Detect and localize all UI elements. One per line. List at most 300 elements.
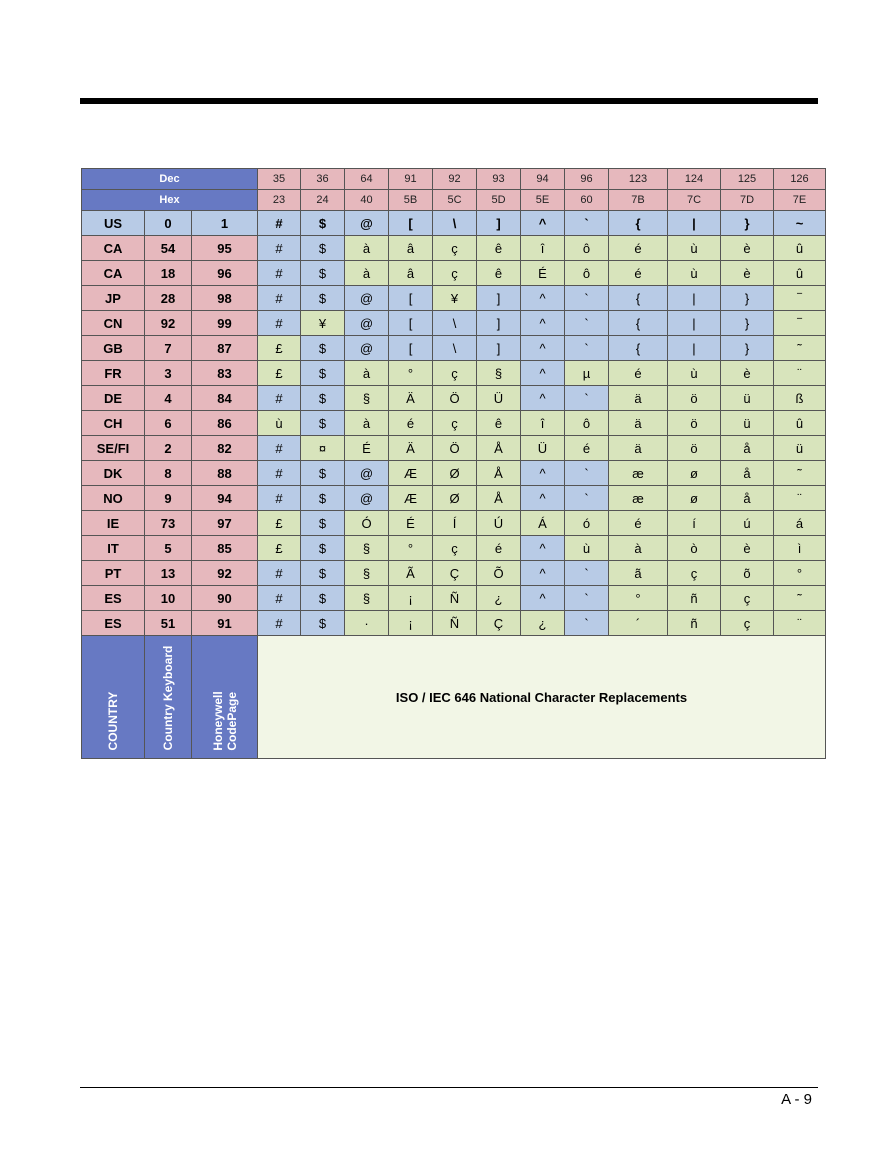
- table-row: [82, 611, 826, 636]
- char-cell: ^: [521, 486, 565, 511]
- table-row: [82, 436, 826, 461]
- vertical-label-line: Honeywell: [210, 690, 225, 751]
- char-cell: î: [521, 236, 565, 261]
- char-cell: ^: [521, 286, 565, 311]
- hex-value: 7C: [668, 190, 721, 211]
- vertical-label-line: CodePage: [224, 691, 239, 751]
- char-cell: $: [301, 236, 345, 261]
- char-cell: @: [345, 211, 389, 236]
- char-cell: ê: [477, 261, 521, 286]
- char-cell: Ö: [433, 386, 477, 411]
- char-cell: Ä: [389, 436, 433, 461]
- codepage-cell: 82: [192, 436, 258, 461]
- char-cell: |: [668, 286, 721, 311]
- char-cell: ¤: [301, 436, 345, 461]
- character-table: [81, 168, 826, 759]
- char-cell: à: [345, 261, 389, 286]
- char-cell: à: [345, 411, 389, 436]
- char-cell: Ó: [345, 511, 389, 536]
- codepage-cell: 91: [192, 611, 258, 636]
- char-cell: }: [721, 311, 774, 336]
- char-cell: `: [565, 611, 609, 636]
- char-cell: æ: [609, 461, 668, 486]
- char-cell: æ: [609, 486, 668, 511]
- char-cell: §: [345, 536, 389, 561]
- char-cell: }: [721, 336, 774, 361]
- char-cell: ¡: [389, 611, 433, 636]
- char-cell: [: [389, 336, 433, 361]
- char-cell: @: [345, 336, 389, 361]
- char-cell: Õ: [477, 561, 521, 586]
- char-cell: ]: [477, 286, 521, 311]
- codepage-cell: 86: [192, 411, 258, 436]
- keyboard-cell: 8: [145, 461, 192, 486]
- char-cell: á: [774, 511, 826, 536]
- char-cell: Ü: [477, 386, 521, 411]
- char-cell: ù: [668, 361, 721, 386]
- country-cell: ES: [82, 586, 145, 611]
- dec-value: 35: [258, 169, 301, 190]
- char-cell: Á: [521, 511, 565, 536]
- char-cell: ç: [433, 236, 477, 261]
- country-cell: IT: [82, 536, 145, 561]
- char-cell: ù: [668, 236, 721, 261]
- char-cell: $: [301, 261, 345, 286]
- codepage-cell: 96: [192, 261, 258, 286]
- codepage-cell: 83: [192, 361, 258, 386]
- char-cell: @: [345, 486, 389, 511]
- char-cell: {: [609, 286, 668, 311]
- char-cell: µ: [565, 361, 609, 386]
- char-cell: §: [477, 361, 521, 386]
- table-caption: ISO / IEC 646 National Character Replacements: [258, 636, 826, 759]
- hex-value: 24: [301, 190, 345, 211]
- char-cell: $: [301, 361, 345, 386]
- char-cell: å: [721, 436, 774, 461]
- char-cell: $: [301, 611, 345, 636]
- char-cell: ü: [774, 436, 826, 461]
- char-cell: õ: [721, 561, 774, 586]
- char-cell: ´: [609, 611, 668, 636]
- char-cell: Ñ: [433, 586, 477, 611]
- char-cell: ó: [565, 511, 609, 536]
- char-cell: ä: [609, 436, 668, 461]
- char-cell: §: [345, 386, 389, 411]
- char-cell: ô: [565, 236, 609, 261]
- char-cell: ^: [521, 311, 565, 336]
- hex-value: 7D: [721, 190, 774, 211]
- char-cell: ¥: [301, 311, 345, 336]
- char-cell: $: [301, 411, 345, 436]
- codepage-cell: 84: [192, 386, 258, 411]
- char-cell: §: [345, 586, 389, 611]
- keyboard-cell: 4: [145, 386, 192, 411]
- country-column-label-text: [106, 691, 120, 750]
- country-cell: SE/FI: [82, 436, 145, 461]
- char-cell: ñ: [668, 586, 721, 611]
- keyboard-cell: 28: [145, 286, 192, 311]
- char-cell: ã: [609, 561, 668, 586]
- country-cell: US: [82, 211, 145, 236]
- country-cell: CH: [82, 411, 145, 436]
- char-cell: û: [774, 236, 826, 261]
- table-row: [82, 511, 826, 536]
- footer-row: [82, 636, 826, 759]
- dec-value: 126: [774, 169, 826, 190]
- keyboard-cell: 92: [145, 311, 192, 336]
- codepage-cell: 95: [192, 236, 258, 261]
- char-cell: `: [565, 336, 609, 361]
- char-cell: é: [609, 236, 668, 261]
- table-row: [82, 361, 826, 386]
- table-body: [82, 169, 826, 759]
- vertical-label-line: Country Keyboard: [161, 645, 175, 750]
- char-cell: ‾: [774, 286, 826, 311]
- char-cell: ä: [609, 386, 668, 411]
- page-number: A - 9: [781, 1091, 812, 1108]
- top-rule: [80, 98, 818, 104]
- hex-value: 5C: [433, 190, 477, 211]
- char-cell: É: [389, 511, 433, 536]
- hex-value: 7E: [774, 190, 826, 211]
- char-cell: $: [301, 586, 345, 611]
- char-cell: ˜: [774, 461, 826, 486]
- char-cell: ö: [668, 436, 721, 461]
- table-row: [82, 261, 826, 286]
- char-cell: `: [565, 286, 609, 311]
- char-cell: Í: [433, 511, 477, 536]
- char-cell: °: [774, 561, 826, 586]
- char-cell: ¡: [389, 586, 433, 611]
- char-cell: ö: [668, 386, 721, 411]
- char-cell: å: [721, 461, 774, 486]
- char-cell: ö: [668, 411, 721, 436]
- char-cell: à: [345, 361, 389, 386]
- table-row: [82, 461, 826, 486]
- char-cell: Ç: [477, 611, 521, 636]
- char-cell: ø: [668, 461, 721, 486]
- char-cell: ^: [521, 361, 565, 386]
- char-cell: $: [301, 461, 345, 486]
- hex-value: 5E: [521, 190, 565, 211]
- char-cell: Ä: [389, 386, 433, 411]
- char-cell: ¨: [774, 611, 826, 636]
- hex-value: 40: [345, 190, 389, 211]
- country-cell: CN: [82, 311, 145, 336]
- char-cell: è: [721, 361, 774, 386]
- char-cell: `: [565, 311, 609, 336]
- country-cell: FR: [82, 361, 145, 386]
- char-cell: $: [301, 511, 345, 536]
- table-row: [82, 236, 826, 261]
- char-cell: `: [565, 486, 609, 511]
- char-cell: Æ: [389, 486, 433, 511]
- char-cell: é: [609, 361, 668, 386]
- char-cell: \: [433, 336, 477, 361]
- char-cell: é: [609, 511, 668, 536]
- codepage-column-label-text: [211, 691, 239, 750]
- codepage-cell: 85: [192, 536, 258, 561]
- dec-value: 92: [433, 169, 477, 190]
- char-cell: ^: [521, 586, 565, 611]
- char-cell: ç: [668, 561, 721, 586]
- char-cell: é: [565, 436, 609, 461]
- char-cell: `: [565, 586, 609, 611]
- char-cell: Ü: [521, 436, 565, 461]
- char-cell: `: [565, 461, 609, 486]
- hex-value: 7B: [609, 190, 668, 211]
- char-cell: |: [668, 211, 721, 236]
- char-cell: #: [258, 386, 301, 411]
- country-cell: CA: [82, 236, 145, 261]
- char-cell: °: [389, 536, 433, 561]
- char-cell: #: [258, 236, 301, 261]
- char-cell: û: [774, 411, 826, 436]
- char-cell: {: [609, 211, 668, 236]
- char-cell: $: [301, 561, 345, 586]
- char-cell: ¨: [774, 361, 826, 386]
- char-cell: `: [565, 386, 609, 411]
- char-cell: |: [668, 336, 721, 361]
- char-cell: [: [389, 286, 433, 311]
- table-row: [82, 286, 826, 311]
- char-cell: î: [521, 411, 565, 436]
- char-cell: Å: [477, 486, 521, 511]
- char-cell: #: [258, 436, 301, 461]
- dec-value: 64: [345, 169, 389, 190]
- char-cell: ^: [521, 336, 565, 361]
- char-cell: è: [721, 236, 774, 261]
- char-cell: @: [345, 286, 389, 311]
- char-cell: é: [609, 261, 668, 286]
- char-cell: å: [721, 486, 774, 511]
- char-cell: [: [389, 211, 433, 236]
- char-cell: ¥: [433, 286, 477, 311]
- table-row: [82, 561, 826, 586]
- country-cell: PT: [82, 561, 145, 586]
- char-cell: ô: [565, 261, 609, 286]
- country-cell: DE: [82, 386, 145, 411]
- char-cell: ú: [721, 511, 774, 536]
- hex-value: 60: [565, 190, 609, 211]
- dec-value: 94: [521, 169, 565, 190]
- char-cell: [: [389, 311, 433, 336]
- char-cell: #: [258, 261, 301, 286]
- table-row: [82, 336, 826, 361]
- table-row: [82, 311, 826, 336]
- dec-value: 124: [668, 169, 721, 190]
- char-cell: ^: [521, 211, 565, 236]
- char-cell: ù: [565, 536, 609, 561]
- country-column-label: [82, 636, 145, 759]
- codepage-cell: 88: [192, 461, 258, 486]
- dec-label: Dec: [82, 169, 258, 190]
- char-cell: Å: [477, 461, 521, 486]
- char-cell: |: [668, 311, 721, 336]
- char-cell: ^: [521, 386, 565, 411]
- keyboard-column-label: [145, 636, 192, 759]
- codepage-cell: 90: [192, 586, 258, 611]
- char-cell: ^: [521, 536, 565, 561]
- country-cell: IE: [82, 511, 145, 536]
- keyboard-cell: 6: [145, 411, 192, 436]
- char-cell: è: [721, 536, 774, 561]
- char-cell: ç: [433, 361, 477, 386]
- hex-label: Hex: [82, 190, 258, 211]
- keyboard-cell: 54: [145, 236, 192, 261]
- char-cell: É: [345, 436, 389, 461]
- vertical-label-line: COUNTRY: [106, 691, 120, 750]
- char-cell: Ú: [477, 511, 521, 536]
- codepage-cell: 92: [192, 561, 258, 586]
- char-cell: ò: [668, 536, 721, 561]
- char-cell: §: [345, 561, 389, 586]
- country-cell: GB: [82, 336, 145, 361]
- char-cell: ü: [721, 386, 774, 411]
- codepage-cell: 97: [192, 511, 258, 536]
- char-cell: #: [258, 286, 301, 311]
- char-cell: Æ: [389, 461, 433, 486]
- char-cell: #: [258, 561, 301, 586]
- char-cell: #: [258, 311, 301, 336]
- codepage-cell: 94: [192, 486, 258, 511]
- dec-header-row: [82, 169, 826, 190]
- char-cell: é: [389, 411, 433, 436]
- keyboard-cell: 7: [145, 336, 192, 361]
- hex-header-row: [82, 190, 826, 211]
- char-cell: ç: [433, 536, 477, 561]
- char-cell: é: [477, 536, 521, 561]
- country-cell: JP: [82, 286, 145, 311]
- char-cell: £: [258, 361, 301, 386]
- keyboard-cell: 0: [145, 211, 192, 236]
- char-cell: `: [565, 561, 609, 586]
- char-cell: ç: [433, 261, 477, 286]
- country-cell: CA: [82, 261, 145, 286]
- char-cell: ]: [477, 211, 521, 236]
- keyboard-cell: 10: [145, 586, 192, 611]
- char-cell: $: [301, 486, 345, 511]
- char-cell: £: [258, 511, 301, 536]
- char-cell: $: [301, 536, 345, 561]
- table-row: [82, 586, 826, 611]
- keyboard-cell: 18: [145, 261, 192, 286]
- hex-value: 5D: [477, 190, 521, 211]
- table-row: [82, 386, 826, 411]
- char-cell: $: [301, 211, 345, 236]
- char-cell: ç: [433, 411, 477, 436]
- char-cell: $: [301, 336, 345, 361]
- dec-value: 96: [565, 169, 609, 190]
- char-cell: É: [521, 261, 565, 286]
- char-cell: \: [433, 211, 477, 236]
- country-cell: ES: [82, 611, 145, 636]
- char-cell: ^: [521, 561, 565, 586]
- char-cell: \: [433, 311, 477, 336]
- char-cell: `: [565, 211, 609, 236]
- char-cell: Ø: [433, 486, 477, 511]
- char-cell: ·: [345, 611, 389, 636]
- codepage-column-label: [192, 636, 258, 759]
- char-cell: £: [258, 336, 301, 361]
- char-cell: Ø: [433, 461, 477, 486]
- char-cell: {: [609, 311, 668, 336]
- char-cell: ]: [477, 336, 521, 361]
- char-cell: ü: [721, 411, 774, 436]
- char-cell: í: [668, 511, 721, 536]
- char-cell: ]: [477, 311, 521, 336]
- char-cell: ^: [521, 461, 565, 486]
- keyboard-cell: 13: [145, 561, 192, 586]
- hex-value: 23: [258, 190, 301, 211]
- dec-value: 123: [609, 169, 668, 190]
- char-cell: ù: [258, 411, 301, 436]
- dec-value: 125: [721, 169, 774, 190]
- char-cell: Ñ: [433, 611, 477, 636]
- char-cell: û: [774, 261, 826, 286]
- codepage-cell: 87: [192, 336, 258, 361]
- char-cell: Ã: [389, 561, 433, 586]
- char-cell: ç: [721, 611, 774, 636]
- char-cell: °: [389, 361, 433, 386]
- char-cell: è: [721, 261, 774, 286]
- keyboard-cell: 5: [145, 536, 192, 561]
- keyboard-cell: 9: [145, 486, 192, 511]
- table-row: [82, 536, 826, 561]
- char-cell: @: [345, 311, 389, 336]
- char-cell: ñ: [668, 611, 721, 636]
- char-cell: }: [721, 286, 774, 311]
- char-cell: #: [258, 486, 301, 511]
- country-cell: DK: [82, 461, 145, 486]
- char-cell: ‾: [774, 311, 826, 336]
- dec-value: 93: [477, 169, 521, 190]
- table-row: [82, 486, 826, 511]
- char-cell: Ç: [433, 561, 477, 586]
- char-cell: â: [389, 236, 433, 261]
- keyboard-cell: 3: [145, 361, 192, 386]
- char-cell: ¨: [774, 486, 826, 511]
- char-cell: }: [721, 211, 774, 236]
- char-cell: à: [609, 536, 668, 561]
- codepage-cell: 98: [192, 286, 258, 311]
- hex-value: 5B: [389, 190, 433, 211]
- char-cell: #: [258, 586, 301, 611]
- keyboard-cell: 73: [145, 511, 192, 536]
- char-cell: ~: [774, 211, 826, 236]
- char-cell: ø: [668, 486, 721, 511]
- char-cell: $: [301, 386, 345, 411]
- keyboard-cell: 2: [145, 436, 192, 461]
- char-cell: ê: [477, 411, 521, 436]
- char-cell: #: [258, 611, 301, 636]
- char-cell: @: [345, 461, 389, 486]
- char-cell: #: [258, 211, 301, 236]
- keyboard-column-label-text: [161, 645, 175, 750]
- char-cell: $: [301, 286, 345, 311]
- char-cell: ô: [565, 411, 609, 436]
- us-row: [82, 211, 826, 236]
- char-cell: {: [609, 336, 668, 361]
- country-cell: NO: [82, 486, 145, 511]
- bottom-rule: [80, 1087, 818, 1088]
- char-cell: ¿: [521, 611, 565, 636]
- dec-value: 91: [389, 169, 433, 190]
- char-cell: ù: [668, 261, 721, 286]
- char-cell: Ö: [433, 436, 477, 461]
- char-cell: Å: [477, 436, 521, 461]
- char-cell: â: [389, 261, 433, 286]
